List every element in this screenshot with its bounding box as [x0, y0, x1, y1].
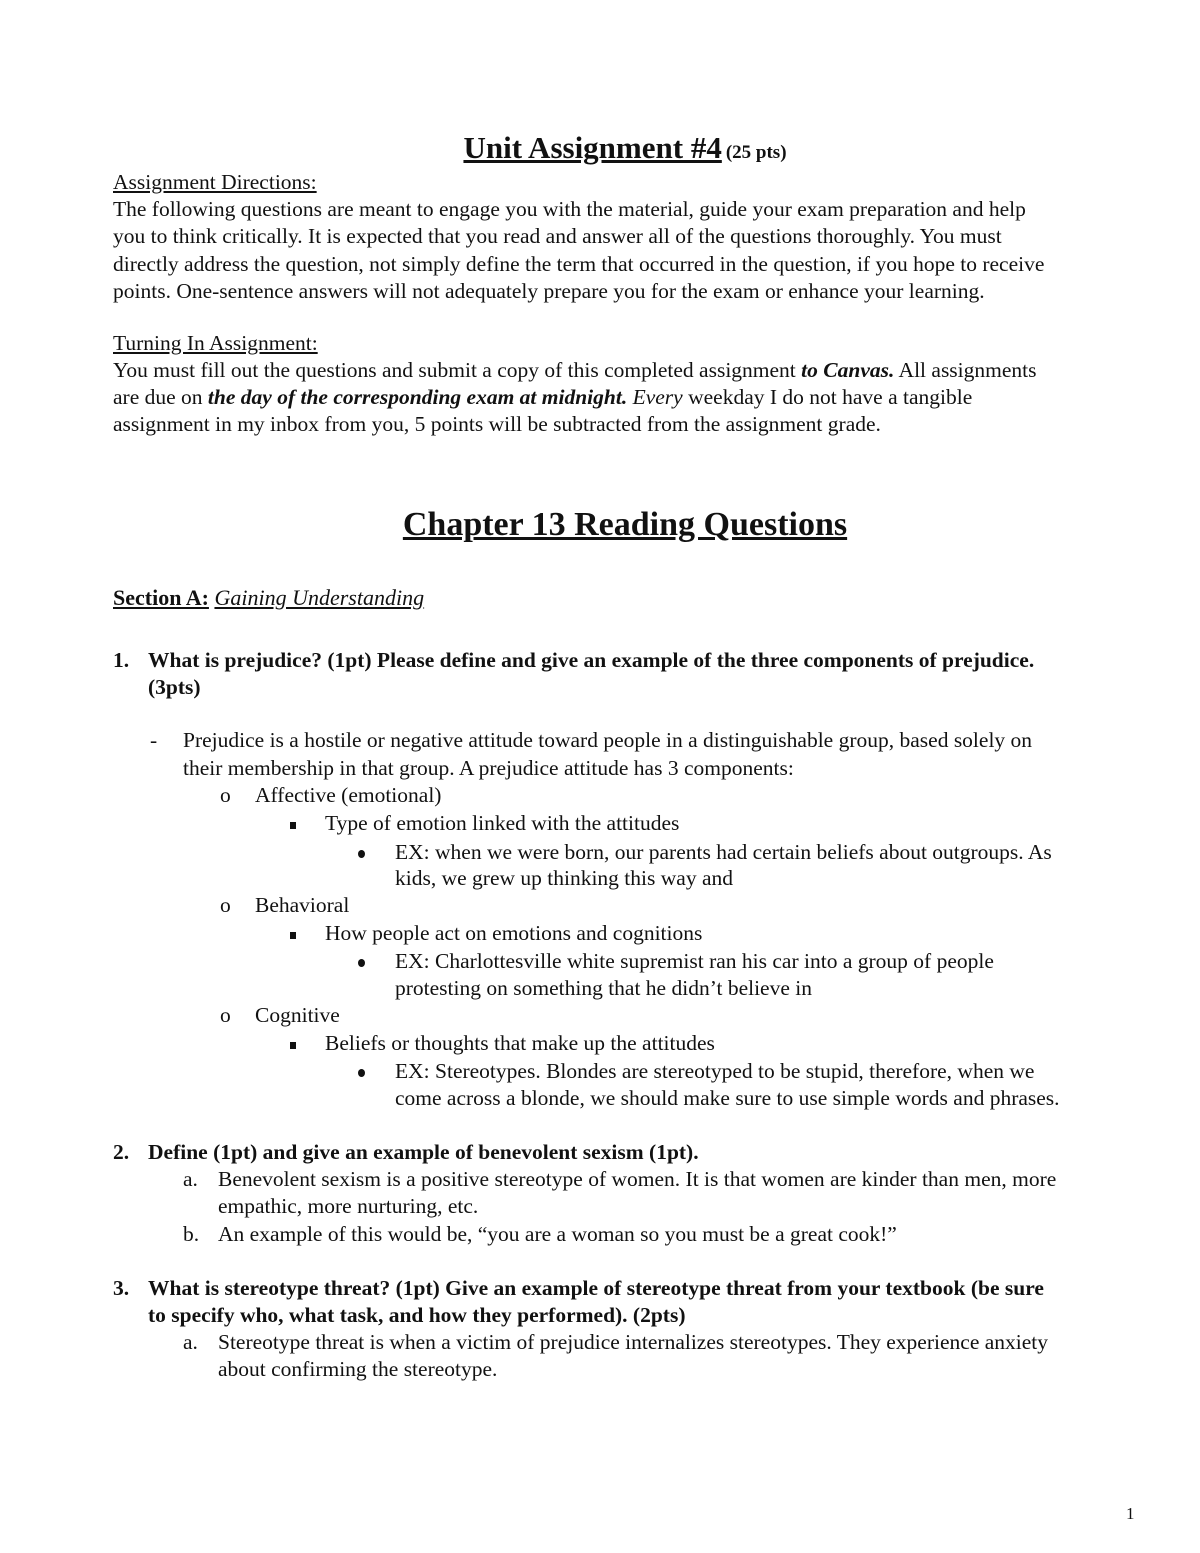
question-number: 1. [113, 648, 130, 672]
circle-bullet: o [220, 893, 231, 917]
square-bullet-icon [290, 921, 296, 945]
answer-text: Stereotype threat is when a victim of prejudice internalizes stereotypes. They experience anxiety [218, 1330, 1049, 1354]
list-label: a. [183, 1167, 198, 1191]
turning-in-heading: Turning In Assignment: [113, 331, 318, 355]
component-name: Affective (emotional) [255, 783, 442, 807]
answer-text: An example of this would be, “you are a woman so you must be a great cook!” [218, 1222, 897, 1246]
answer-text: Prejudice is a hostile or negative attitude toward people in a distinguishable group, based solely on [183, 728, 1033, 752]
text: All assignments [894, 358, 1037, 382]
list-label: a. [183, 1330, 198, 1354]
circle-bullet: o [220, 783, 231, 807]
square-bullet-icon [290, 1031, 296, 1055]
directions-line: The following questions are meant to engage you with the material, guide your exam preparation and help [113, 197, 1026, 221]
text: are due on [113, 385, 208, 409]
turning-in-line [113, 385, 972, 409]
directions-line: directly address the question, not simply define the term that occurred in the question, if you hope to receive [113, 252, 1045, 276]
question-text: What is prejudice? (1pt) Please define and give an example of the three components of prejudice. [148, 648, 1035, 672]
directions-heading: Assignment Directions: [113, 170, 317, 194]
example-text: EX: when we were born, our parents had certain beliefs about outgroups. As [395, 840, 1052, 864]
directions-line: you to think critically. It is expected that you read and answer all of the questions thoroughly. You must [113, 224, 1002, 248]
example-text: come across a blonde, we should make sure to use simple words and phrases. [395, 1086, 1060, 1110]
title-text: Unit Assignment #4 [463, 130, 722, 165]
component-name: Behavioral [255, 893, 350, 917]
dot-bullet-icon [358, 840, 365, 864]
dash-bullet: - [150, 728, 158, 752]
question-text: to specify who, what task, and how they performed). (2pts) [148, 1303, 686, 1327]
question-number: 2. [113, 1140, 130, 1164]
answer-text: Benevolent sexism is a positive stereotype of women. It is that women are kinder than men, more [218, 1167, 1057, 1191]
answer-text: their membership in that group. A prejudice attitude has 3 components: [183, 756, 794, 780]
example-text: EX: Charlottesville white supremist ran his car into a group of people [395, 949, 994, 973]
question-text: (3pts) [148, 675, 201, 699]
section-heading [113, 586, 424, 610]
answer-text: about confirming the stereotype. [218, 1357, 498, 1381]
square-bullet-icon [290, 811, 296, 835]
component-desc: Beliefs or thoughts that make up the attitudes [325, 1031, 715, 1055]
example-text: EX: Stereotypes. Blondes are stereotyped to be stupid, therefore, when we [395, 1059, 1035, 1083]
chapter-title: Chapter 13 Reading Questions [402, 506, 848, 543]
text: You must fill out the questions and submit a copy of this completed assignment [113, 358, 802, 382]
page-number: 1 [1126, 1504, 1135, 1523]
example-text: protesting on something that he didn’t believe in [395, 976, 812, 1000]
circle-bullet: o [220, 1003, 231, 1027]
text: weekday I do not have a tangible [682, 385, 973, 409]
question-number: 3. [113, 1276, 130, 1300]
turning-in-line: assignment in my inbox from you, 5 points will be subtracted from the assignment grade. [113, 412, 881, 436]
section-name: Gaining Understanding [214, 585, 425, 610]
question-text: What is stereotype threat? (1pt) Give an example of stereotype threat from your textbook (be sure [148, 1276, 1044, 1300]
turning-in-line [113, 358, 1037, 382]
component-desc: How people act on emotions and cognitions [325, 921, 703, 945]
section-label: Section A: [113, 585, 209, 610]
component-desc: Type of emotion linked with the attitudes [325, 811, 680, 835]
emphasis-text: the day of the corresponding exam at midnight. [207, 385, 628, 409]
answer-text: empathic, more nurturing, etc. [218, 1194, 479, 1218]
component-name: Cognitive [255, 1003, 340, 1027]
directions-line: points. One-sentence answers will not adequately prepare you for the exam or enhance your learning. [113, 279, 985, 303]
list-label: b. [183, 1222, 200, 1246]
question-text: Define (1pt) and give an example of benevolent sexism (1pt). [148, 1140, 699, 1164]
dot-bullet-icon [358, 1059, 365, 1083]
dot-bullet-icon [358, 949, 365, 973]
example-text: kids, we grew up thinking this way and [395, 866, 733, 890]
points-label: (25 pts) [725, 142, 787, 163]
italic-text: Every [632, 385, 683, 409]
page-title [0, 130, 1200, 166]
emphasis-text: to Canvas. [801, 358, 895, 382]
